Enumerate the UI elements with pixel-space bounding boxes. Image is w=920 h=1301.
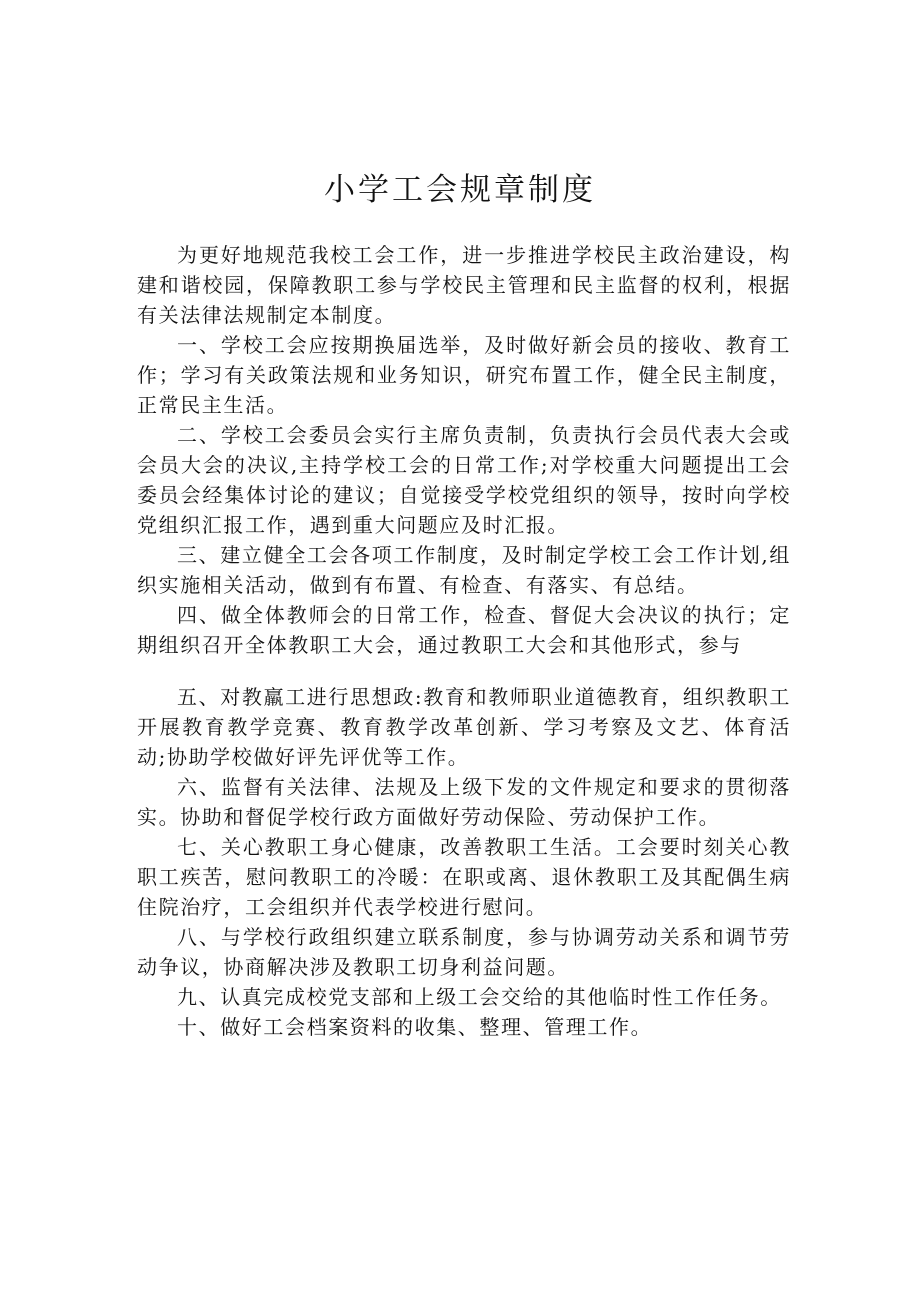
article-3-paragraph: 三、建立健全工会各项工作制度，及时制定学校工会工作计划,组织实施相关活动，做到有布置、有检查、有落实、有总结。 <box>137 543 791 597</box>
article-5-paragraph: 五、对教羸工进行思想政:教育和教师职业道德教育，组织教职工开展教育教学竞赛、教育教学改革创新、学习考察及文艺、体育活动;协助学校做好评先评优等工作。 <box>137 685 791 769</box>
article-1-paragraph: 一、学校工会应按期换届选举，及时做好新会员的接收、教育工作；学习有关政策法规和业务知识，研究布置工作，健全民主制度，正常民主生活。 <box>137 333 791 417</box>
article-6-paragraph: 六、监督有关法律、法规及上级下发的文件规定和要求的贯彻落实。协助和督促学校行政方面做好劳动保险、劳动保护工作。 <box>137 775 791 829</box>
article-4-paragraph: 四、做全体教师会的日常工作，检查、督促大会决议的执行；定期组织召开全体教职工大会，通过教职工大会和其他形式，参与 <box>137 603 791 657</box>
article-7-paragraph: 七、关心教职工身心健康，改善教职工生活。工会要时刻关心教职工疾苦，慰问教职工的冷暖：在职或离、退休教职工及其配偶生病住院治疗，工会组织并代表学校进行慰问。 <box>137 835 791 919</box>
intro-paragraph: 为更好地规范我校工会工作，进一步推进学校民主政治建设，构建和谐校园，保障教职工参与学校民主管理和民主监督的权利，根据有关法律法规制定本制度。 <box>137 243 791 327</box>
article-8-paragraph: 八、与学校行政组织建立联系制度，参与协调劳动关系和调节劳动争议，协商解决涉及教职工切身利益问题。 <box>137 925 791 979</box>
document-title: 小学工会规章制度 <box>324 172 596 208</box>
article-9-paragraph: 九、认真完成校党支部和上级工会交给的其他临时性工作任务。 <box>177 985 782 1009</box>
article-2-paragraph: 二、学校工会委员会实行主席负责制，负责执行会员代表大会或会员大会的决议,主持学校工会的日常工作;对学校重大问题提出工会委员会经集体讨论的建议；自觉接受学校党组织的领导，按时向学校党组织汇报工作，遇到重大问题应及时汇报。 <box>137 423 791 537</box>
article-10-paragraph: 十、做好工会档案资料的收集、整理、管理工作。 <box>177 1015 653 1039</box>
document-body <box>137 240 791 1042</box>
